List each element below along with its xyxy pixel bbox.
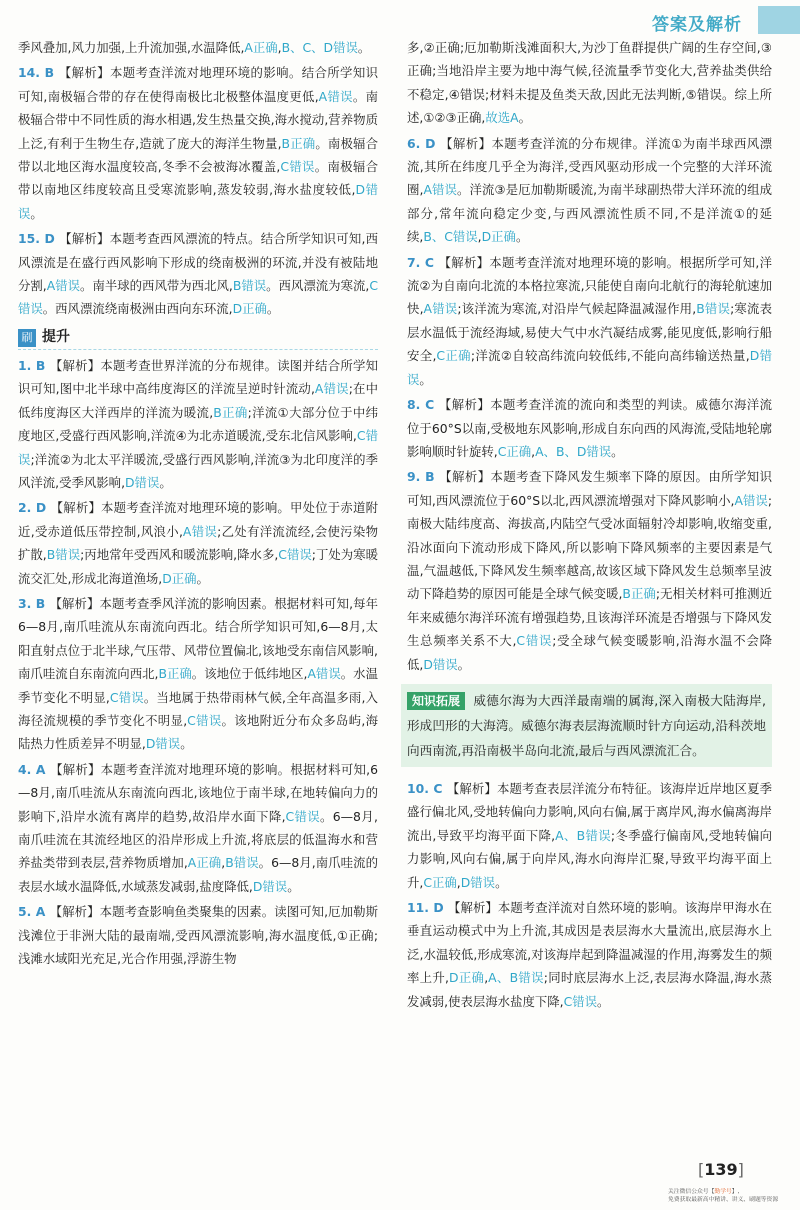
question-number: 9. B [407,469,440,485]
brush-icon: 刷 [18,329,36,347]
answer-highlight: D错误 [460,874,496,890]
explanation-text: 。 [419,371,432,387]
page-header [0,0,800,36]
explanation-text: 。 [287,878,300,894]
answer-entry [18,61,378,225]
answer-highlight: 故选A [485,110,519,126]
question-number: 14. B [18,65,59,81]
knowledge-box [401,684,772,767]
explanation-text: 。南极辐合带以南地区纬度较高且受寒流影响,蒸发较弱,海水盐度较低, [18,159,378,198]
explanation-text: ;冬季盛行偏南风,受地转偏向力影响,风向右偏,属于向岸风,海水向海岸汇聚,导致平均海平面上升, [407,827,772,890]
explanation-text: , [456,874,461,890]
question-number: 5. A [18,904,50,920]
answer-entry [407,132,772,249]
left-top-continuation: 季风叠加,风力加强,上升流加强,水温降低,A正确,B、C、D错误。 [18,40,371,55]
answer-highlight: B、C错误 [423,229,478,245]
explanation-text: 。6—8月,南爪哇流在其流经地区的沿岸形成上升流,将底层的低温海水和营养盐类带到表层,营养物质增加, [18,808,378,871]
explanation-text: 。西风漂流绕南极洲由西向东环流, [42,301,233,317]
explanation-text: 。 [180,736,193,752]
answer-highlight: A错误 [307,666,341,682]
answer-highlight: C错误 [109,689,144,705]
explanation-text: , [221,855,226,871]
answer-highlight: B正确 [213,404,248,420]
answer-highlight: C错误 [18,278,378,317]
question-number: 3. B [18,595,50,611]
explanation-text: 。南极辐合带以北地区海水温度较高,冬季不会被海冰覆盖, [18,135,378,175]
question-number: 4. A [18,761,51,777]
explanation-text: 【解析】本题考查洋流的流向和类型的判读。威德尔海洋流位于60°S以南,受极地东风影响,形成自东向西的风海流,受陆地轮廓影响顺时针旋转, [407,397,772,459]
answer-highlight: A错误 [182,523,218,539]
explanation-text: 【解析】本题考查洋流对地理环境的影响。甲处位于赤道附近,受赤道低压带控制,风浪小, [18,500,378,539]
answer-highlight: C正确 [423,874,457,890]
right-entries [407,132,772,676]
explanation-text: ;丁处为寒暖流交汇处,形成北海道渔场, [18,547,378,586]
answer-entry [407,896,772,1013]
answer-highlight: C正确 [497,443,532,459]
answer-highlight: B错误 [225,855,259,871]
question-number: 6. D [407,135,441,151]
answer-highlight: B错误 [46,547,81,563]
answer-highlight: B正确 [281,135,316,151]
answer-highlight: C错误 [187,712,222,728]
answer-entry [407,465,772,676]
answer-highlight: A错误 [423,301,458,317]
explanation-text: ;在中低纬度海区大洋西岸的洋流为暖流, [18,381,378,420]
right-top-continuation [407,36,772,130]
answer-highlight: D错误 [252,878,288,894]
question-number: 15. D [18,231,60,247]
answer-highlight: C错误 [280,159,315,175]
explanation-text: 【解析】本题考查影响鱼类聚集的因素。读图可知,厄加勒斯浅滩位于非洲大陆的最南端,受西风漂流影响,海水温度低,①正确;浅滩水域阳光充足,光合作用强,浮游生物 [18,904,378,967]
page-number: [139] [698,1160,744,1179]
answer-highlight: D错误 [407,348,772,387]
answer-highlight: A错误 [314,381,349,397]
explanation-text: 。 [266,301,280,317]
explanation-text: ;寒流表层水温低于流经海域,易使大气中水汽凝结成雾,能见度低,影响行船安全, [407,301,772,364]
explanation-text: , [477,229,482,245]
explanation-text: 。 [611,443,624,459]
left-column [18,36,378,972]
explanation-text: 【解析】本题考查洋流对地理环境的影响。结合所学知识可知,南极辐合带的存在使得南极比北极整体温度更低, [18,65,378,104]
question-number: 1. B [18,357,50,373]
section-label: 提升 [42,329,70,346]
explanation-text: 【解析】本题考查洋流对自然环境的影响。该海岸甲海水在垂直运动模式中为上升流,其成因是表层海水大量流出,底层海水上泛,水温较低,形成寒流,对该海岸起到降温减湿的作用,海雾发生的频率上升, [407,900,772,986]
explanation-text: 【解析】本题考查西风漂流的特点。结合所学知识可知,西风漂流是在盛行西风影响下形成的绕南极洲的环流,并没有被陆地分割, [18,231,378,294]
answer-highlight: C错误 [18,428,378,467]
answer-entry [407,393,772,463]
answer-highlight: C错误 [278,547,312,563]
answer-highlight: A错误 [318,88,353,104]
knowledge-tag: 知识拓展 [407,692,465,710]
answer-highlight: A正确 [187,855,222,871]
answer-highlight: A、B、D错误 [535,443,612,459]
explanation-text: 。南极辐合带中不同性质的海水相遇,发生热量交换,海水搅动,营养物质上泛,有利于生物生存,造就了庞大的海洋生物量, [18,88,378,151]
explanation-text: 【解析】本题考查季风洋流的影响因素。根据材料可知,每年6—8月,南爪哇流从东南流向西北。结合所学知识可知,6—8月,太阳直射点位于北半球,气压带、风带位置偏北,该地受东南信风影响,南爪哇流自东南流向西北, [18,595,378,682]
explanation-text: ;同时底层海水上泛,表层海水降温,海水蒸发减弱,使表层海水盐度下降, [407,970,772,1009]
explanation-text: 【解析】本题考查洋流对地理环境的影响。根据材料可知,6—8月,南爪哇流从东南流向西北,该地位于南半球,在地转偏向力的影响下,沿岸水流有离岸的趋势,故沿岸水面下降, [18,761,379,824]
explanation-text: 。 [159,474,172,490]
answer-highlight: D错误 [423,656,458,672]
explanation-text: 。 [196,570,209,586]
explanation-text: ;洋流②为北太平洋暖流,受盛行西风影响,洋流③为北印度洋的季风洋流,受季风影响, [18,451,378,490]
answer-highlight: D正确 [162,570,197,586]
answer-highlight: D错误 [145,736,181,752]
explanation-text: ;南极大陆纬度高、海拔高,内陆空气受冰面辐射冷却影响,收缩变重,沿冰面向下流动形成下降风,所以影响下降风频率的主要因素是气温,气温越低,下降风发生频率越高,故该区域下降风发生总频率呈波动下降趋势的原因可能是全球气候变暖, [407,492,772,602]
explanation-text: , [531,443,536,459]
explanation-text: ;受全球气候变暖影响,沿海水温不会降低, [407,633,772,672]
explanation-text: ;洋流②自较高纬流向较低纬,不能向高纬输送热量, [470,348,750,364]
explanation-text: 【解析】本题考查洋流的分布规律。洋流①为南半球西风漂流,其所在纬度几乎全为海洋,受西风驱动形成一个完整的大洋环流圈, [407,135,772,198]
explanation-text: 多,②正确;厄加勒斯浅滩面积大,为沙丁鱼群提供广阔的生存空间,③正确;当地沿岸主要为地中海气候,径流量季节变化大,营养盐类供给不稳定,④错误;材料未提及鱼类天敌,因此无法判断,⑤错误。综上所述,①②③正确, [407,40,772,126]
answer-highlight: A错误 [46,278,81,294]
answer-highlight: C错误 [516,633,553,649]
answer-entry [18,227,378,321]
explanation-text: 。当地属于热带雨林气候,全年高温多雨,入海径流规模的季节变化不明显, [18,689,378,728]
explanation-text: 。该地位于低纬地区, [191,666,308,682]
header-tab-decoration [758,6,800,34]
answer-entry [407,251,772,391]
explanation-text: ;洋流①大部分位于中纬度地区,受盛行西风影响,洋流④为北赤道暖流,受东北信风影响, [18,404,378,444]
left-entries-2 [18,354,378,971]
explanation-text: 。洋流③是厄加勒斯暖流,为南半球副热带大洋环流的组成部分,常年流向稳定少变,与西风漂流性质不同,不是洋流①的延续, [407,182,772,245]
explanation-text: 。该地附近分布众多岛屿,海陆热力性质差异不明显, [18,712,378,752]
answer-highlight: A、B错误 [555,827,611,843]
explanation-text: 。 [515,229,529,245]
answer-highlight: B正确 [622,586,656,602]
answer-highlight: C错误 [563,993,598,1009]
explanation-text: 【解析】本题考查下降风发生频率下降的原因。由所学知识可知,西风漂流位于60°S以北,西风漂流增强对下降风影响小, [407,469,772,508]
answer-highlight: A、B错误 [488,970,544,986]
question-number: 8. C [407,397,439,413]
explanation-text: ;该洋流为寒流,对沿岸气候起降温减湿作用, [457,301,697,317]
question-number: 10. C [407,780,447,796]
question-number: 7. C [407,254,439,270]
explanation-text: ;丙地常年受西风和暖流影响,降水多, [80,547,279,563]
answer-highlight: D错误 [125,474,160,490]
answer-entry [18,758,378,898]
explanation-text: , [484,970,489,986]
left-entries [18,61,378,320]
answer-entry [407,777,772,894]
explanation-text: 。西风漂流为寒流, [266,278,370,294]
explanation-text: 。6—8月,南爪哇流的表层水域水温降低,水域蒸发减弱,盐度降低, [18,855,378,894]
question-number: 11. D [407,900,449,915]
knowledge-text: 威德尔海为大西洋最南端的属海,深入南极大陆海岸,形成凹形的大海湾。威德尔海表层海流顺时针方向运动,沿科茨地向西南流,再沿南极半岛向北流,最后与西风漂流汇合。 [407,692,766,758]
explanation-text: 。 [597,993,610,1009]
footer-note: 关注微信公众号【勤学号】, 免费获取最新高中精讲、讲义、刷题等资源 [668,1189,779,1203]
explanation-text: 。南半球的西风带为西北风, [80,278,233,294]
answer-highlight: D正确 [232,301,267,317]
explanation-text: ;乙处有洋流流经,会使污染物扩散, [18,523,378,563]
answer-highlight: B错误 [232,278,267,294]
explanation-text: 。 [495,874,508,890]
explanation-text: 【解析】本题考查表层洋流分布特征。该海岸近岸地区夏季盛行偏北风,受地转偏向力影响,风向右偏,属于离岸风,海水偏离海岸流出,导致平均海平面下降, [407,780,772,843]
answer-highlight: D正确 [481,229,516,245]
question-number: 2. D [18,500,51,516]
answer-highlight: A错误 [734,492,768,508]
explanation-text: 。 [30,205,43,221]
answer-entry [18,496,378,590]
explanation-text: 【解析】本题考查洋流对地理环境的影响。根据所学可知,洋流②为自南向北流的本格拉寒流,只能使自南向北航行的海轮航速加快, [407,254,772,317]
answer-entry [18,592,378,756]
answer-highlight: B错误 [696,301,731,317]
explanation-text: 【解析】本题考查世界洋流的分布规律。读图并结合所学知识可知,图中北半球中高纬度海区的洋流呈逆时针流动, [18,357,379,397]
header-title: 答案及解析 [652,15,742,35]
explanation-text: 。水温季节变化不明显, [18,666,378,705]
explanation-text: ;无相关材料可推测近年来威德尔海洋环流有增强趋势,且该海洋环流是否增强与下降风发生总频率关系不大, [407,586,772,649]
answer-entry [18,900,378,970]
answer-highlight: C正确 [436,348,471,364]
answer-highlight: A错误 [423,182,458,198]
right-entries-2 [407,777,772,1013]
explanation-text: 。 [457,656,471,672]
answer-highlight: B正确 [158,666,192,682]
explanation-text: 。 [518,110,532,126]
answer-highlight: D错误 [18,182,378,221]
answer-entry [18,354,378,494]
answer-highlight: D正确 [448,970,485,986]
answer-highlight: C错误 [285,808,321,824]
right-column [407,36,772,1015]
section-heading [18,327,378,350]
